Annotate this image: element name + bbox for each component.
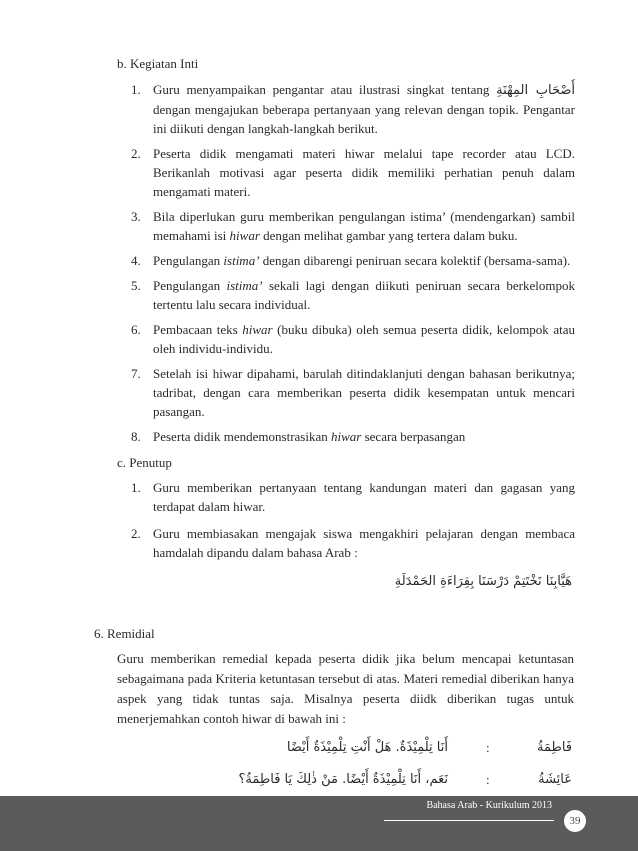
section-6-heading: 6. Remidial <box>94 626 155 641</box>
item-number: 8. <box>131 429 141 444</box>
list-item <box>131 207 575 245</box>
page-number: 39 <box>562 808 588 834</box>
arabic-closing-phrase: هَيَّابِنَا نَخْتَتِمْ دَرْسَنَا بِقِرَاءَةِ الحَمْدَلَةِ <box>394 574 572 589</box>
item-text: Guru memberikan pertanyaan tentang kandungan materi dan gagasan yang terdapat dalam hiwar. <box>153 480 575 514</box>
list-item <box>131 80 575 138</box>
item-text: Guru membiasakan mengajak siswa mengakhiri pelajaran dengan membaca hamdalah dipandu dalam bahasa Arab : <box>153 526 575 560</box>
section-b-heading: b. Kegiatan Inti <box>117 56 199 71</box>
dialog-line: أَنَا تِلْمِيْذَةٌ. هَلْ أَنْتِ تِلْمِيْذَةٌ أَيْضًا <box>286 740 448 755</box>
list-penutup <box>131 478 575 568</box>
item-text: Pengulangan istima’ dengan dibarengi peniruan secara kolektif (bersama-sama). <box>153 253 571 268</box>
list-kegiatan-inti <box>131 80 575 452</box>
section-c-heading: c. Penutup <box>117 455 172 470</box>
item-text: Bila diperlukan guru memberikan pengulangan istima’ (mendengarkan) sambil memahami isi hiwar dengan melihat gambar yang tertera dalam buku. <box>153 209 575 243</box>
list-item <box>131 364 575 421</box>
item-number: 2. <box>131 526 141 541</box>
footer-divider <box>384 820 554 821</box>
item-text: Peserta didik mengamati materi hiwar melalui tape recorder atau LCD. Berikanlah motivasi agar peserta didik memiliki perhatian penuh dalam mengamati materi. <box>153 146 575 199</box>
dialog-line: نَعَم، أَنَا تِلْمِيْذَةٌ أَيْضًا. مَنْ ذٰلِكَ يَا فَاطِمَةُ؟ <box>238 772 448 787</box>
dialog-colon: : <box>486 740 490 755</box>
item-number: 1. <box>131 82 141 97</box>
dialog-speaker: عَائِشَةُ <box>538 772 572 787</box>
item-number: 4. <box>131 253 141 268</box>
item-text: Setelah isi hiwar dipahami, barulah ditindaklanjuti dengan bahasan berikutnya; tadribat, dengan cara memberikan peserta didik kesempatan untuk mencari pasangan. <box>153 366 575 419</box>
list-item <box>131 320 575 358</box>
item-number: 3. <box>131 209 141 224</box>
item-text: Peserta didik mendemonstrasikan hiwar secara berpasangan <box>153 429 466 444</box>
arabic-term: أَصْحَابِ المِهْنَةِ <box>496 83 575 98</box>
dialog-speaker: فَاطِمَةُ <box>536 740 572 755</box>
item-text: Pembacaan teks hiwar (buku dibuka) oleh semua peserta didik, kelompok atau oleh individu-individu. <box>153 322 576 356</box>
item-number: 5. <box>131 278 141 293</box>
item-number: 7. <box>131 366 141 381</box>
list-item <box>131 144 575 201</box>
item-text: Guru menyampaikan pengantar atau ilustrasi singkat tentang أَصْحَابِ المِهْنَةِ dengan mengajukan beberapa pertanyaan yang relevan dengan topik. Pengantar ini diikuti dengan langkah-langkah berikut. <box>153 82 575 136</box>
list-item <box>131 427 575 446</box>
remidial-paragraph: Guru memberikan remedial kepada peserta didik jika belum mencapai ketuntasan sebagaimana pada Kriteria ketuntasan tersebut di atas. Materi remedial diberikan hanya aspek yang tidak tuntas saja. Misalnya peserta diidk diberikan tugas untuk menerjemahkan contoh hiwar di bawah ini : <box>117 651 574 726</box>
item-number: 6. <box>131 322 141 337</box>
item-number: 1. <box>131 480 141 495</box>
item-text: Pengulangan istima’ sekali lagi dengan diikuti peniruan secara berkelompok tertentu lalu secara individual. <box>153 278 575 312</box>
item-number: 2. <box>131 146 141 161</box>
list-item <box>131 478 575 516</box>
footer-title: Bahasa Arab - Kurikulum 2013 <box>426 800 552 811</box>
dialog-colon: : <box>486 772 490 787</box>
list-item <box>131 524 575 562</box>
list-item <box>131 276 575 314</box>
list-item <box>131 251 575 270</box>
